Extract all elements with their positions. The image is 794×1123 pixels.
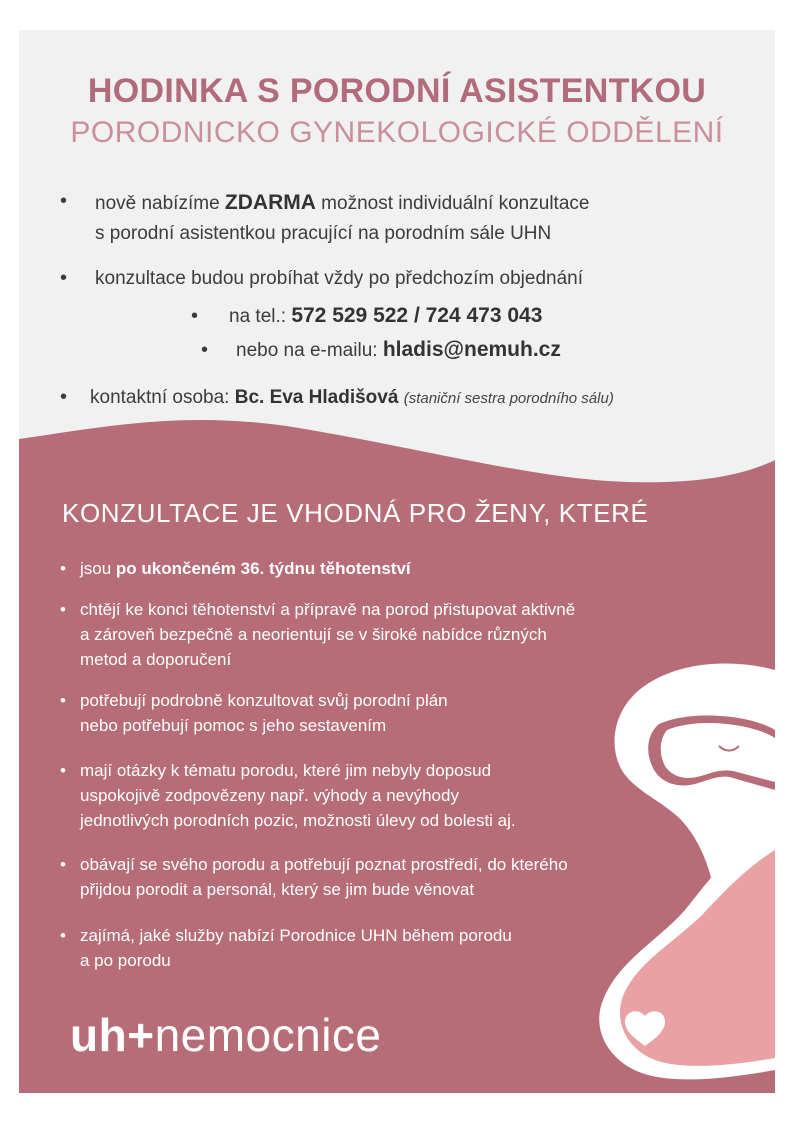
offer-free-highlight: ZDARMA [224, 191, 316, 214]
booking-email [236, 338, 561, 362]
list-item [60, 852, 568, 902]
item-text: a zároveň bezpečně a neorientují se v široké nabídce různých [80, 625, 547, 644]
page-subtitle: PORODNICKO GYNEKOLOGICKÉ ODDĚLENÍ [70, 116, 724, 149]
contact-label: kontaktní osoba: [90, 387, 235, 408]
email-label: nebo na e-mailu: [236, 340, 383, 361]
bullet-dot: • [201, 339, 209, 361]
bullet-dot: • [60, 855, 66, 874]
offer-line-1 [95, 191, 589, 215]
item-text: obávají se svého porodu a potřebují poznat prostředí, do kterého [80, 855, 568, 874]
offer-text-post: možnost individuální konzultace [315, 193, 590, 214]
list-item [60, 688, 448, 738]
list-item [60, 758, 516, 833]
item-text: chtějí ke konci těhotenství a přípravě na porod přistupovat aktivně [80, 600, 576, 619]
bullet-dot: • [60, 190, 68, 212]
offer-text-pre: nově nabízíme [95, 193, 225, 214]
phone-label: na tel.: [229, 306, 292, 327]
page-title: HODINKA S PORODNÍ ASISTENTKOU [87, 72, 707, 110]
item-text: potřebují podrobně konzultovat svůj porodní plán [80, 691, 448, 710]
item-text: zajímá, jaké služby nabízí Porodnice UHN během porodu [80, 926, 512, 945]
offer-line-2: s porodní asistentkou pracující na porodním sále UHN [95, 223, 552, 244]
booking-text: konzultace budou probíhat vždy po předchozím objednání [95, 268, 583, 289]
bullet-dot: • [60, 386, 68, 408]
logo-part-uh: uh+ [70, 1009, 155, 1061]
bullet-dot: • [60, 691, 66, 710]
list-item [60, 597, 575, 672]
item-text: metod a doporučení [80, 650, 232, 669]
item-text: a po porodu [80, 951, 171, 970]
bullet-dot: • [60, 926, 66, 945]
email-link[interactable]: hladis@nemuh.cz [382, 338, 561, 361]
bullet-dot: • [60, 267, 68, 289]
item-text: jednotlivých porodních pozic, možnosti úlevy od bolesti aj. [80, 811, 516, 830]
item-highlight: po ukončeném 36. týdnu těhotenství [115, 559, 411, 578]
uh-nemocnice-logo [70, 1008, 382, 1062]
contact-name: Bc. Eva Hladišová [234, 387, 399, 408]
bullet-dot: • [60, 761, 66, 780]
contact-line [90, 387, 614, 409]
item-text: uspokojivě zodpovězeny např. výhody a nevýhody [80, 786, 459, 805]
list-item [60, 923, 512, 973]
list-item [60, 556, 411, 581]
item-text: mají otázky k tématu porodu, které jim nebyly doposud [80, 761, 492, 780]
bullet-dot: • [60, 559, 66, 578]
suitability-heading: KONZULTACE JE VHODNÁ PRO ŽENY, KTERÉ [62, 498, 649, 528]
logo-part-nemocnice: nemocnice [154, 1009, 382, 1061]
phone-value[interactable]: 572 529 522 / 724 473 043 [291, 304, 543, 327]
booking-phone [229, 304, 542, 328]
bullet-dot: • [60, 600, 66, 619]
contact-note: (staniční sestra porodního sálu) [403, 390, 614, 407]
item-text: jsou [80, 559, 116, 578]
item-text: přijdou porodit a personál, který se jim bude věnovat [80, 880, 475, 899]
item-text: nebo potřebují pomoc s jeho sestavením [80, 716, 387, 735]
poster [19, 30, 775, 1093]
bullet-dot: • [191, 305, 199, 327]
